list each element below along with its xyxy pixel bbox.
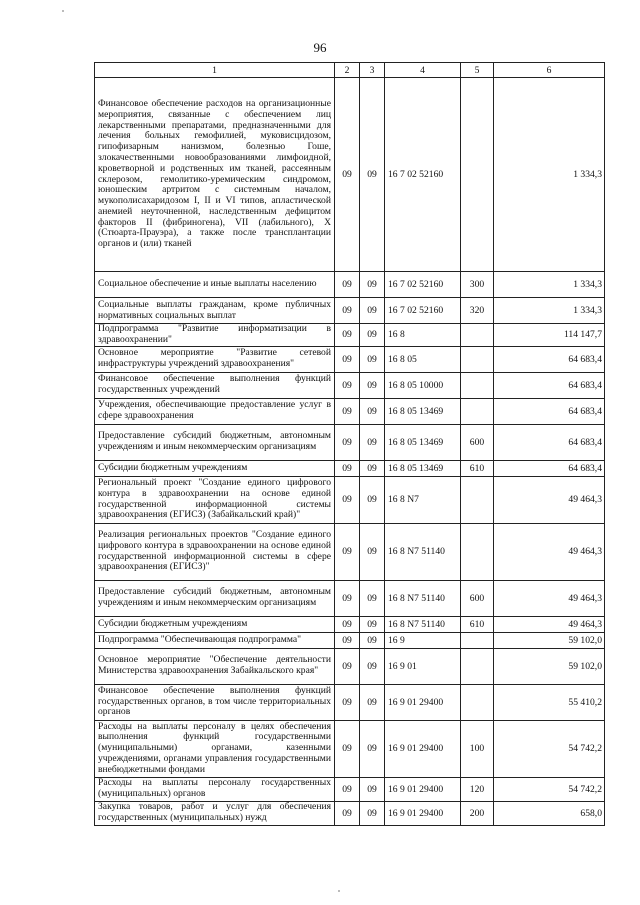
row-subsection: 09 <box>360 398 385 424</box>
table-row <box>95 720 605 777</box>
row-target-code: 16 8 05 <box>385 346 461 372</box>
table-row <box>95 398 605 424</box>
row-expense-type: 600 <box>461 580 494 616</box>
row-expense-type: 610 <box>461 460 494 476</box>
row-name: Расходы на выплаты персоналу государственных (муниципальных) органов <box>95 777 335 801</box>
row-subsection: 09 <box>360 78 385 272</box>
table-row <box>95 523 605 580</box>
row-section: 09 <box>335 648 360 684</box>
table-row <box>95 580 605 616</box>
row-name: Реализация региональных проектов "Создание единого цифрового контура в здравоохранении на основе единой государственной информационной системы в сфере здравоохранения (ЕГИСЗ)" <box>95 523 335 580</box>
table-row <box>95 801 605 825</box>
row-name: Региональный проект "Создание единого цифрового контура в здравоохранении на основе единой государственной информационной системы здравоохранения (ЕГИСЗ) (Забайкальский край)" <box>95 476 335 523</box>
row-expense-type <box>461 476 494 523</box>
row-subsection: 09 <box>360 372 385 398</box>
row-subsection: 09 <box>360 684 385 720</box>
row-name: Социальные выплаты гражданам, кроме публичных нормативных социальных выплат <box>95 298 335 324</box>
header-col-1: 1 <box>95 63 335 78</box>
row-subsection: 09 <box>360 648 385 684</box>
row-subsection: 09 <box>360 777 385 801</box>
row-section: 09 <box>335 720 360 777</box>
row-amount: 54 742,2 <box>494 720 605 777</box>
row-expense-type: 200 <box>461 801 494 825</box>
row-amount: 59 102,0 <box>494 648 605 684</box>
row-expense-type <box>461 632 494 648</box>
row-name: Финансовое обеспечение расходов на организационные мероприятия, связанные с обеспечением лиц лекарственными препаратами, предназначенными для лечения больных гемофилией, муковисцидозом, гипофизарным нанизмом, болезнью Гоше, злокачественными новообразованиями лимфоидной, кроветворной и родственных им тканей, рассеянным склерозом, гемолитико-уремическим синдромом, юношеским артритом с системным началом, мукополисахаридозом I, II и VI типов, апластической анемией неуточненной, наследственным дефицитом факторов II (фибриногена), VII (лабильного), X (Стюарта-Прауэра), а также после трансплантации органов и (или) тканей <box>95 78 335 272</box>
row-name: Основное мероприятие "Развитие сетевой инфраструктуры учреждений здравоохранения" <box>95 346 335 372</box>
row-section: 09 <box>335 460 360 476</box>
table-row <box>95 476 605 523</box>
row-amount: 1 334,3 <box>494 298 605 324</box>
row-section: 09 <box>335 476 360 523</box>
row-target-code: 16 9 01 29400 <box>385 801 461 825</box>
table-row <box>95 632 605 648</box>
row-amount: 49 464,3 <box>494 476 605 523</box>
row-amount: 59 102,0 <box>494 632 605 648</box>
header-col-5: 5 <box>461 63 494 78</box>
row-name: Подпрограмма "Развитие информатизации в здравоохранении" <box>95 324 335 347</box>
row-amount: 658,0 <box>494 801 605 825</box>
row-target-code: 16 7 02 52160 <box>385 298 461 324</box>
header-col-2: 2 <box>335 63 360 78</box>
table-header-row <box>95 63 605 78</box>
row-subsection: 09 <box>360 424 385 460</box>
scan-speck <box>62 10 64 12</box>
row-expense-type: 100 <box>461 720 494 777</box>
row-subsection: 09 <box>360 632 385 648</box>
row-expense-type <box>461 684 494 720</box>
row-section: 09 <box>335 801 360 825</box>
table-row <box>95 616 605 632</box>
row-subsection: 09 <box>360 298 385 324</box>
row-section: 09 <box>335 523 360 580</box>
row-expense-type: 610 <box>461 616 494 632</box>
header-col-4: 4 <box>385 63 461 78</box>
table-row <box>95 372 605 398</box>
row-expense-type: 600 <box>461 424 494 460</box>
table-row <box>95 648 605 684</box>
row-section: 09 <box>335 684 360 720</box>
row-amount: 1 334,3 <box>494 272 605 298</box>
row-name: Предоставление субсидий бюджетным, автономным учреждениям и иным некоммерческим организациям <box>95 424 335 460</box>
row-amount: 49 464,3 <box>494 523 605 580</box>
row-section: 09 <box>335 346 360 372</box>
row-target-code: 16 8 05 13469 <box>385 398 461 424</box>
row-amount: 64 683,4 <box>494 424 605 460</box>
row-name: Подпрограмма "Обеспечивающая подпрограмма" <box>95 632 335 648</box>
scan-speck <box>338 890 340 892</box>
row-section: 09 <box>335 616 360 632</box>
row-expense-type <box>461 372 494 398</box>
row-name: Расходы на выплаты персоналу в целях обеспечения выполнения функций государственными (муниципальными) органами, казенными учреждениями, органами управления государственными внебюджетными фондами <box>95 720 335 777</box>
row-section: 09 <box>335 272 360 298</box>
row-name: Основное мероприятие "Обеспечение деятельности Министерства здравоохранения Забайкальского края" <box>95 648 335 684</box>
row-target-code: 16 7 02 52160 <box>385 272 461 298</box>
row-section: 09 <box>335 372 360 398</box>
row-subsection: 09 <box>360 720 385 777</box>
row-expense-type: 320 <box>461 298 494 324</box>
row-section: 09 <box>335 424 360 460</box>
row-amount: 64 683,4 <box>494 372 605 398</box>
page-number: 96 <box>313 40 327 55</box>
row-target-code: 16 8 05 13469 <box>385 460 461 476</box>
row-name: Закупка товаров, работ и услуг для обеспечения государственных (муниципальных) нужд <box>95 801 335 825</box>
row-target-code: 16 8 05 10000 <box>385 372 461 398</box>
row-name: Субсидии бюджетным учреждениям <box>95 616 335 632</box>
row-target-code: 16 9 01 <box>385 648 461 684</box>
row-target-code: 16 9 01 29400 <box>385 777 461 801</box>
row-subsection: 09 <box>360 346 385 372</box>
row-amount: 64 683,4 <box>494 398 605 424</box>
row-target-code: 16 8 N7 51140 <box>385 523 461 580</box>
row-target-code: 16 9 01 29400 <box>385 684 461 720</box>
row-amount: 49 464,3 <box>494 616 605 632</box>
row-section: 09 <box>335 777 360 801</box>
table-row <box>95 78 605 272</box>
row-target-code: 16 8 <box>385 324 461 347</box>
row-target-code: 16 8 N7 <box>385 476 461 523</box>
row-section: 09 <box>335 632 360 648</box>
row-expense-type <box>461 648 494 684</box>
row-target-code: 16 8 N7 51140 <box>385 580 461 616</box>
row-name: Предоставление субсидий бюджетным, автономным учреждениям и иным некоммерческим организациям <box>95 580 335 616</box>
row-section: 09 <box>335 580 360 616</box>
row-amount: 1 334,3 <box>494 78 605 272</box>
row-subsection: 09 <box>360 801 385 825</box>
row-name: Субсидии бюджетным учреждениям <box>95 460 335 476</box>
table-row <box>95 346 605 372</box>
table-row <box>95 272 605 298</box>
row-subsection: 09 <box>360 616 385 632</box>
row-target-code: 16 8 05 13469 <box>385 424 461 460</box>
table-row <box>95 424 605 460</box>
row-amount: 64 683,4 <box>494 346 605 372</box>
row-amount: 114 147,7 <box>494 324 605 347</box>
row-subsection: 09 <box>360 580 385 616</box>
header-col-6: 6 <box>494 63 605 78</box>
row-expense-type <box>461 324 494 347</box>
row-subsection: 09 <box>360 476 385 523</box>
header-col-3: 3 <box>360 63 385 78</box>
row-target-code: 16 7 02 52160 <box>385 78 461 272</box>
row-section: 09 <box>335 324 360 347</box>
row-section: 09 <box>335 298 360 324</box>
row-subsection: 09 <box>360 272 385 298</box>
row-section: 09 <box>335 78 360 272</box>
table-row <box>95 684 605 720</box>
row-expense-type: 120 <box>461 777 494 801</box>
row-name: Социальное обеспечение и иные выплаты населению <box>95 272 335 298</box>
budget-table <box>94 62 605 826</box>
table-row <box>95 324 605 347</box>
row-amount: 64 683,4 <box>494 460 605 476</box>
row-expense-type <box>461 523 494 580</box>
row-amount: 49 464,3 <box>494 580 605 616</box>
row-name: Финансовое обеспечение выполнения функций государственных учреждений <box>95 372 335 398</box>
row-target-code: 16 9 <box>385 632 461 648</box>
table-row <box>95 298 605 324</box>
row-amount: 54 742,2 <box>494 777 605 801</box>
row-target-code: 16 8 N7 51140 <box>385 616 461 632</box>
row-subsection: 09 <box>360 523 385 580</box>
row-expense-type <box>461 346 494 372</box>
table-row <box>95 777 605 801</box>
row-section: 09 <box>335 398 360 424</box>
table-row <box>95 460 605 476</box>
row-name: Учреждения, обеспечивающие предоставление услуг в сфере здравоохранения <box>95 398 335 424</box>
row-subsection: 09 <box>360 460 385 476</box>
row-name: Финансовое обеспечение выполнения функций государственных органов, в том числе территориальных органов <box>95 684 335 720</box>
row-target-code: 16 9 01 29400 <box>385 720 461 777</box>
row-subsection: 09 <box>360 324 385 347</box>
row-expense-type: 300 <box>461 272 494 298</box>
row-amount: 55 410,2 <box>494 684 605 720</box>
row-expense-type <box>461 398 494 424</box>
row-expense-type <box>461 78 494 272</box>
